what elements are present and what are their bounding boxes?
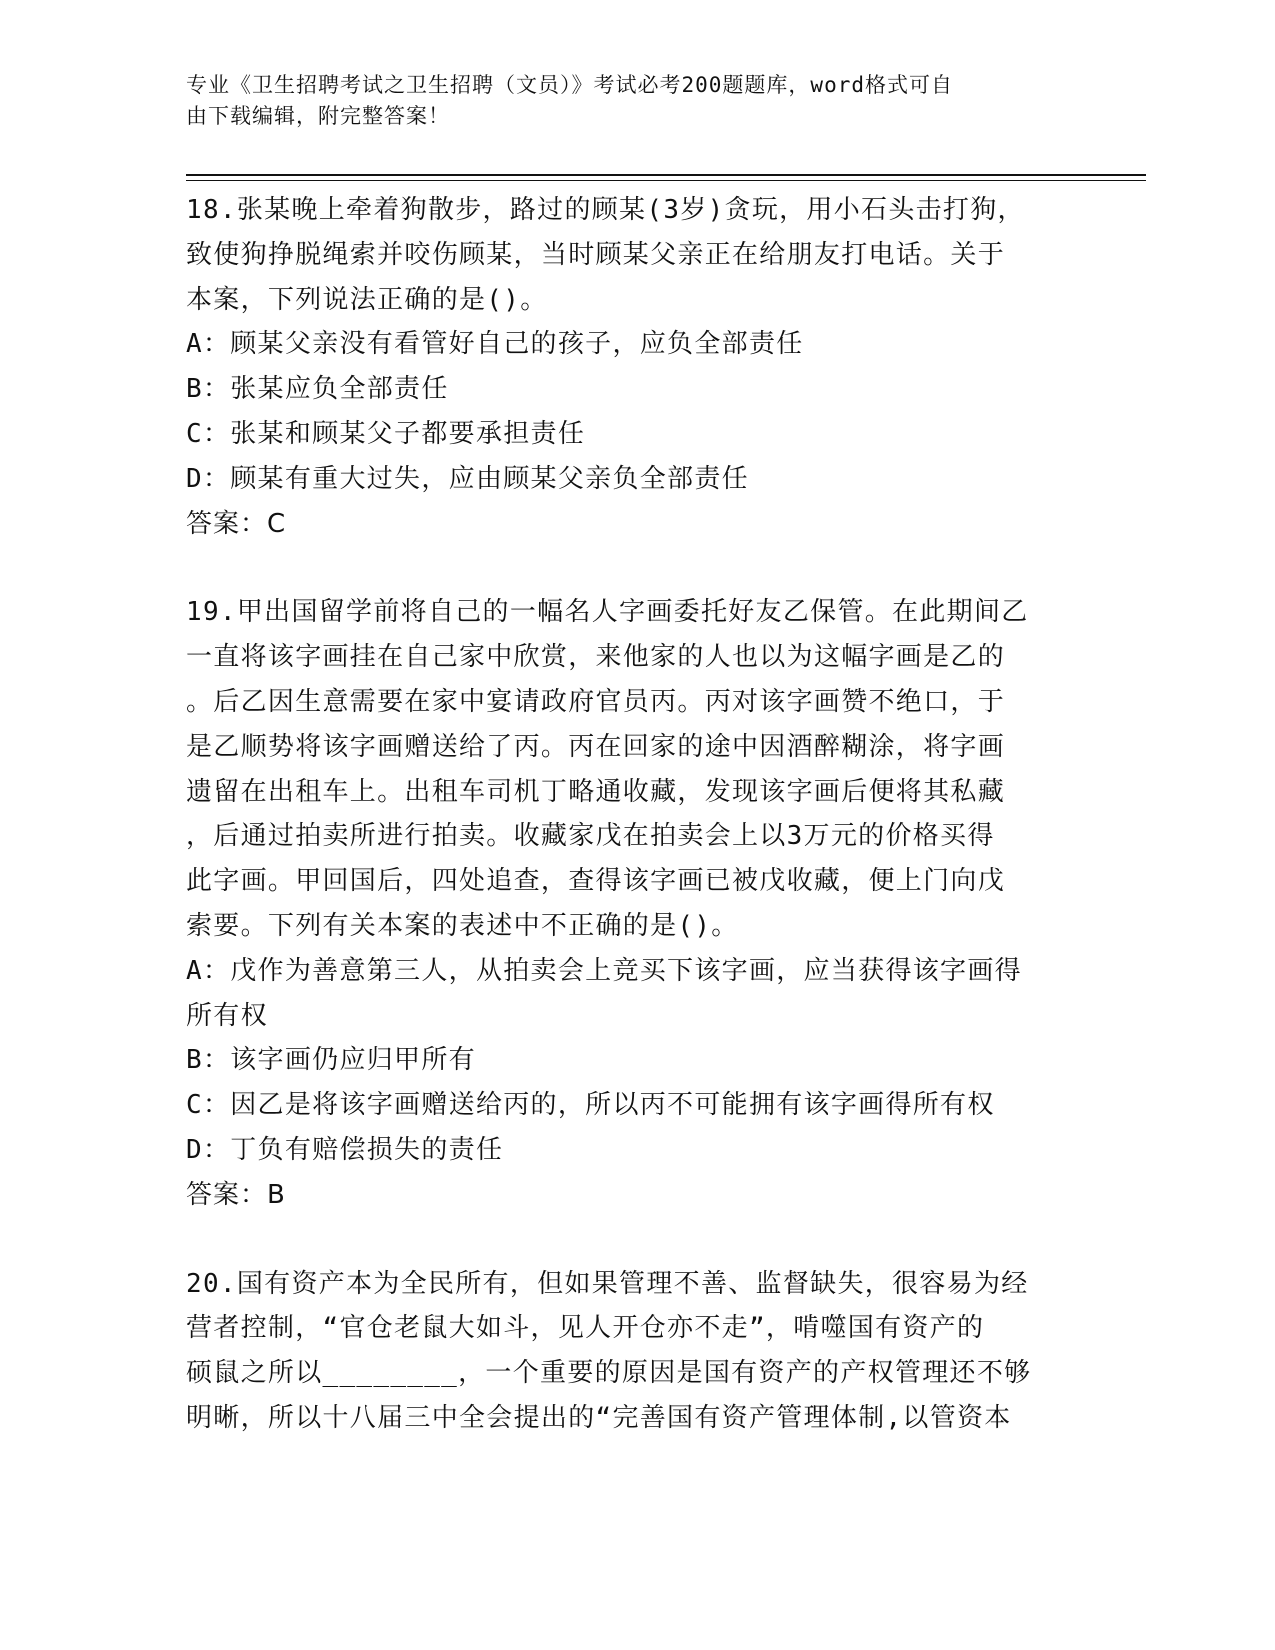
question-text-line: 致使狗挣脱绳索并咬伤顾某，当时顾某父亲正在给朋友打电话。关于 [186,239,1006,270]
option-a: A：戊作为善意第三人，从拍卖会上竞买下该字画，应当获得该字画得 [186,955,1022,986]
question-text-line: 营者控制，“官仓老鼠大如斗，见人开仓亦不走”，啃噬国有资产的 [186,1313,985,1344]
question-18 [186,188,1086,546]
option-d: D：顾某有重大过失，应由顾某父亲负全部责任 [186,463,749,494]
question-text-line: 遗留在出租车上。出租车司机丁略通收藏，发现该字画后便将其私藏 [186,776,1006,807]
header-line-2: 由下载编辑，附完整答案！ [186,104,450,128]
question-text-line: 18.张某晚上牵着狗散步，路过的顾某(3岁)贪玩，用小石头击打狗， [186,195,1025,225]
question-text-line: 硕鼠之所以________，一个重要的原因是国有资产的产权管理还不够 [186,1358,1032,1389]
option-c: C：张某和顾某父子都要承担责任 [186,418,586,449]
question-text-line: 。后乙因生意需要在家中宴请政府官员丙。丙对该字画赞不绝口，于 [186,686,1006,717]
question-text-line: 一直将该字画挂在自己家中欣赏，来他家的人也以为这幅字画是乙的 [186,642,1006,673]
question-text-line: 明晰，所以十八届三中全会提出的“完善国有资产管理体制,以管资本 [186,1402,1012,1433]
question-text-line: ，后通过拍卖所进行拍卖。收藏家戊在拍卖会上以3万元的价格买得 [186,821,995,852]
option-d: D：丁负有赔偿损失的责任 [186,1134,504,1165]
question-text-line: 索要。下列有关本案的表述中不正确的是()。 [186,910,739,941]
option-a-continued: 所有权 [186,1000,268,1031]
answer-label: 答案：C [186,508,287,539]
question-text-line: 此字画。甲回国后，四处追查，查得该字画已被戊收藏，便上门向戊 [186,866,1006,897]
question-text-line: 本案，下列说法正确的是()。 [186,284,548,315]
option-b: B：张某应负全部责任 [186,374,449,405]
header-divider-thin [186,180,1146,181]
option-a: A：顾某父亲没有看管好自己的孩子，应负全部责任 [186,329,804,360]
spacer [186,1218,1086,1262]
spacer [186,546,1086,590]
option-b: B：该字画仍应归甲所有 [186,1045,476,1076]
document-header [186,70,1066,132]
header-line-1: 专业《卫生招聘考试之卫生招聘（文员）》考试必考200题题库，word格式可自 [186,73,953,97]
question-text-line: 19.甲出国留学前将自己的一幅名人字画委托好友乙保管。在此期间乙 [186,597,1029,628]
question-text-line: 20.国有资产本为全民所有，但如果管理不善、监督缺失，很容易为经 [186,1268,1029,1299]
option-c: C：因乙是将该字画赠送给丙的，所以丙不可能拥有该字画得所有权 [186,1090,995,1121]
question-20 [186,1262,1086,1441]
question-text-line: 是乙顺势将该字画赠送给了丙。丙在回家的途中因酒醉糊涂，将字画 [186,731,1006,762]
answer-label: 答案：B [186,1179,286,1210]
header-divider-thick [186,174,1146,176]
question-19 [186,590,1086,1217]
questions-container [186,188,1086,1441]
